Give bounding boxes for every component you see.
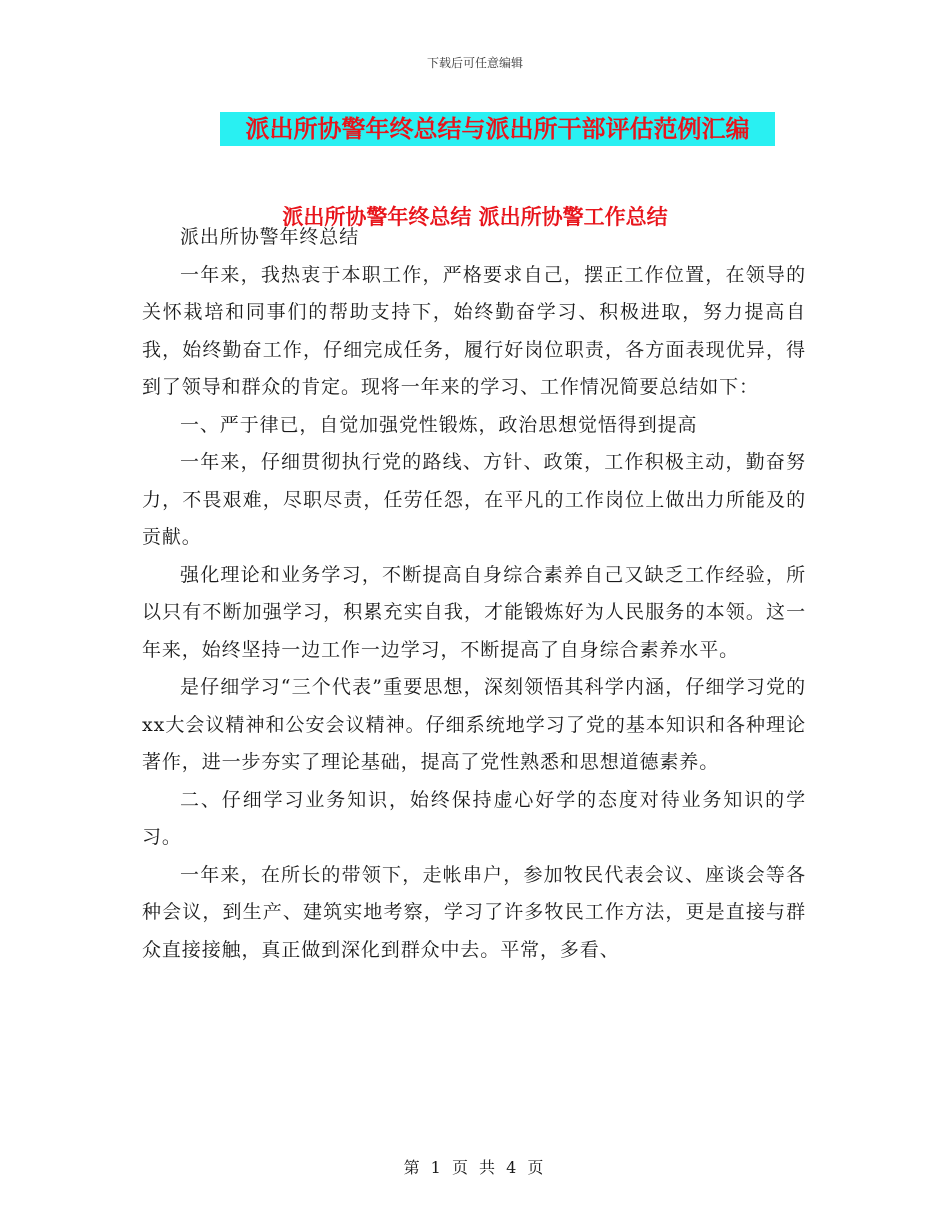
section-heading: 一、严于律已，自觉加强党性锻炼，政治思想觉悟得到提高 [180,413,698,436]
document-body [142,219,806,969]
page-header-note: 下载后可任意编辑 [426,56,523,70]
paragraph: 一年来，在所长的带领下，走帐串户，参加牧民代表会议、座谈会等各种会议，到生产、建筑实地考察，学习了许多牧民工作方法，更是直接与群众直接接触，真正做到深化到群众中去。平常，多看、 [142,863,806,961]
paragraph-heading: 派出所协警年终总结 [180,226,360,248]
main-title: 派出所协警年终总结与派出所干部评估范例汇编 [245,115,750,143]
paragraph: 一年来，仔细贯彻执行党的路线、方针、政策，工作积极主动，勤奋努力，不畏艰难，尽职尽责，任劳任怨，在平凡的工作岗位上做出力所能及的贡献。 [142,451,806,548]
sub-title: 派出所协警年终总结 派出所协警工作总结 [282,205,668,229]
paragraph: 是仔细学习“三个代表”重要思想，深刻领悟其科学内涵，仔细学习党的xx大会议精神和公安会议精神。仔细系统地学习了党的基本知识和各种理论著作，进一步夯实了理论基础，提高了党性熟悉和思想道德素养。 [142,676,806,773]
paragraph: 一年来，我热衷于本职工作，严格要求自己，摆正工作位置，在领导的关怀栽培和同事们的帮助支持下，始终勤奋学习、积极进取，努力提高自我，始终勤奋工作，仔细完成任务，履行好岗位职责，各方面表现优异，得到了领导和群众的肯定。现将一年来的学习、工作情况简要总结如下： [142,263,806,398]
main-title-highlight [220,112,775,146]
page-number-footer: 第 1 页 共 4 页 [403,1158,547,1177]
paragraph: 强化理论和业务学习，不断提高自身综合素养自己又缺乏工作经验，所以只有不断加强学习，积累充实自我，才能锻炼好为人民服务的本领。这一年来，始终坚持一边工作一边学习，不断提高了自身综合素养水平。 [142,563,806,661]
section-heading: 二、仔细学习业务知识，始终保持虚心好学的态度对待业务知识的学习。 [142,788,806,848]
